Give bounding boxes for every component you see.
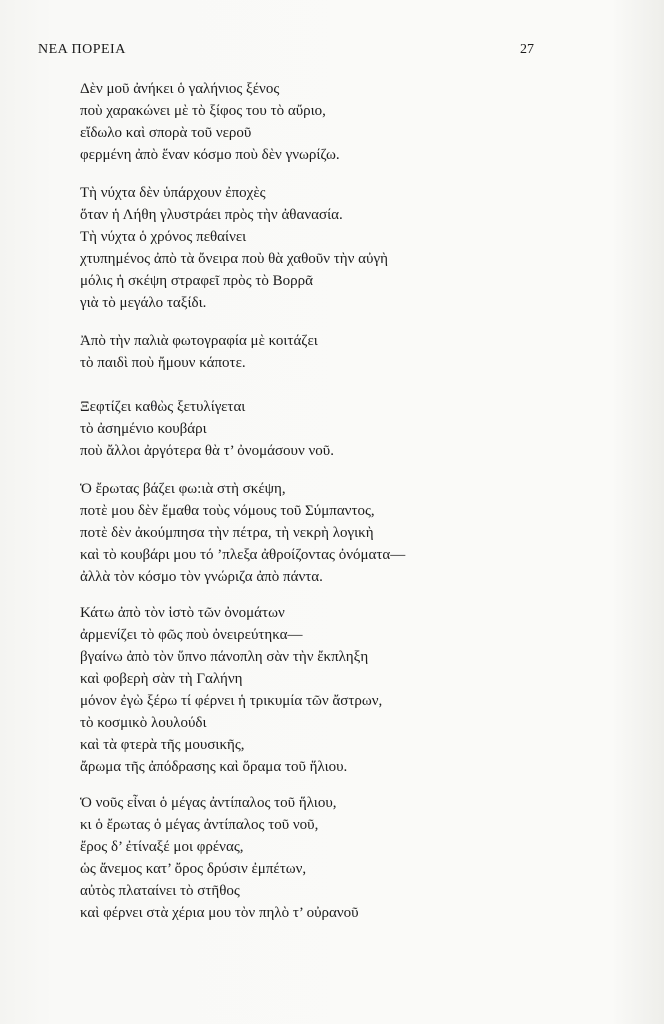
verse-line: αὐτὸς πλαταίνει τὸ στῆθος	[80, 883, 240, 899]
verse-line: ποὺ χαρακώνει μὲ τὸ ξίφος του τὸ αὔριο,	[80, 103, 326, 119]
verse-line: ποτὲ δὲν ἀκούμπησα τὴν πέτρα, τὴ νεκρὴ λογικὴ	[80, 525, 374, 541]
running-title: ΝΕΑ ΠΟΡΕΙΑ	[38, 42, 126, 57]
verse-line: ἀρμενίζει τὸ φῶς ποὺ ὀνειρεύτηκα—	[80, 627, 303, 643]
verse-line: Τὴ νύχτα δὲν ὑπάρχουν ἐποχὲς	[80, 185, 266, 201]
stanza-6	[80, 602, 382, 778]
verse-line: καὶ τὰ φτερὰ τῆς μουσικῆς,	[80, 737, 245, 753]
verse-line: κι ὁ ἔρωτας ὁ μέγας ἀντίπαλος τοῦ νοῦ,	[80, 817, 319, 833]
verse-line: εἴδωλο καὶ σπορὰ τοῦ νεροῦ	[80, 125, 252, 141]
verse-line: τὸ ἀσημένιο κουβάρι	[80, 421, 207, 437]
verse-line: ποὺ ἄλλοι ἀργότερα θὰ τ’ ὀνομάσουν νοῦ.	[80, 443, 334, 459]
verse-line: ὡς ἄνεμος κατ’ ὄρος δρύσιν ἐμπέτων,	[80, 861, 307, 877]
verse-line: Ὁ νοῦς εἶναι ὁ μέγας ἀντίπαλος τοῦ ἥλιου,	[80, 795, 337, 811]
verse-line: ὅταν ἡ Λήθη γλυστράει πρὸς τὴν ἀθανασία.	[80, 207, 343, 223]
stanza-3	[80, 330, 318, 374]
stanza-4	[80, 396, 334, 462]
verse-line: Ἀπὸ τὴν παλιὰ φωτογραφία μὲ κοιτάζει	[80, 333, 318, 349]
verse-line: γιὰ τὸ μεγάλο ταξίδι.	[80, 295, 207, 311]
verse-line: μόνον ἐγὼ ξέρω τί φέρνει ἡ τρικυμία τῶν ἄστρων,	[80, 693, 383, 709]
verse-line: ποτὲ μου δὲν ἔμαθα τοὺς νόμους τοῦ Σύμπαντος,	[80, 503, 375, 519]
verse-line: χτυπημένος ἀπὸ τὰ ὄνειρα ποὺ θὰ χαθοῦν τὴν αὐγὴ	[80, 251, 388, 267]
verse-line: καὶ τὸ κουβάρι μου τό ’πλεξα ἀθροίζοντας ὀνόματα—	[80, 547, 406, 563]
stanza-5	[80, 478, 405, 588]
stanza-1	[80, 78, 340, 166]
verse-line: καὶ φοβερὴ σὰν τὴ Γαλήνη	[80, 671, 243, 687]
verse-line: Ὁ ἔρωτας βάζει φω:ιὰ στὴ σκέψη,	[80, 481, 286, 497]
verse-line: Τὴ νύχτα ὁ χρόνος πεθαίνει	[80, 229, 247, 245]
verse-line: καὶ φέρνει στὰ χέρια μου τὸν πηλὸ τ’ οὐρανοῦ	[80, 905, 359, 921]
verse-line: φερμένη ἀπὸ ἕναν κόσμο ποὺ δὲν γνωρίζω.	[80, 147, 340, 163]
verse-line: ἀλλὰ τὸν κόσμο τὸν γνώριζα ἀπὸ πάντα.	[80, 569, 323, 585]
verse-line: βγαίνω ἀπὸ τὸν ὕπνο πάνοπλη σὰν τὴν ἔκπληξη	[80, 649, 369, 665]
stanza-7	[80, 792, 359, 924]
page-number: 27	[520, 42, 534, 57]
verse-line: ἄρωμα τῆς ἀπόδρασης καὶ ὅραμα τοῦ ἥλιου.	[80, 759, 348, 775]
verse-line: Κάτω ἀπὸ τὸν ἱστὸ τῶν ὀνομάτων	[80, 605, 285, 621]
verse-line: Δὲν μοῦ ἀνήκει ὁ γαλήνιος ξένος	[80, 81, 280, 97]
verse-line: τὸ παιδὶ ποὺ ἤμουν κάποτε.	[80, 355, 246, 371]
verse-line: ἔρος δ’ ἐτίναξέ μοι φρένας,	[80, 839, 244, 855]
verse-line: τὸ κοσμικὸ λουλούδι	[80, 715, 207, 731]
stanza-2	[80, 182, 388, 314]
verse-line: μόλις ἡ σκέψη στραφεῖ πρὸς τὸ Βορρᾶ	[80, 273, 313, 289]
verse-line: Ξεφτίζει καθὼς ξετυλίγεται	[80, 399, 246, 415]
